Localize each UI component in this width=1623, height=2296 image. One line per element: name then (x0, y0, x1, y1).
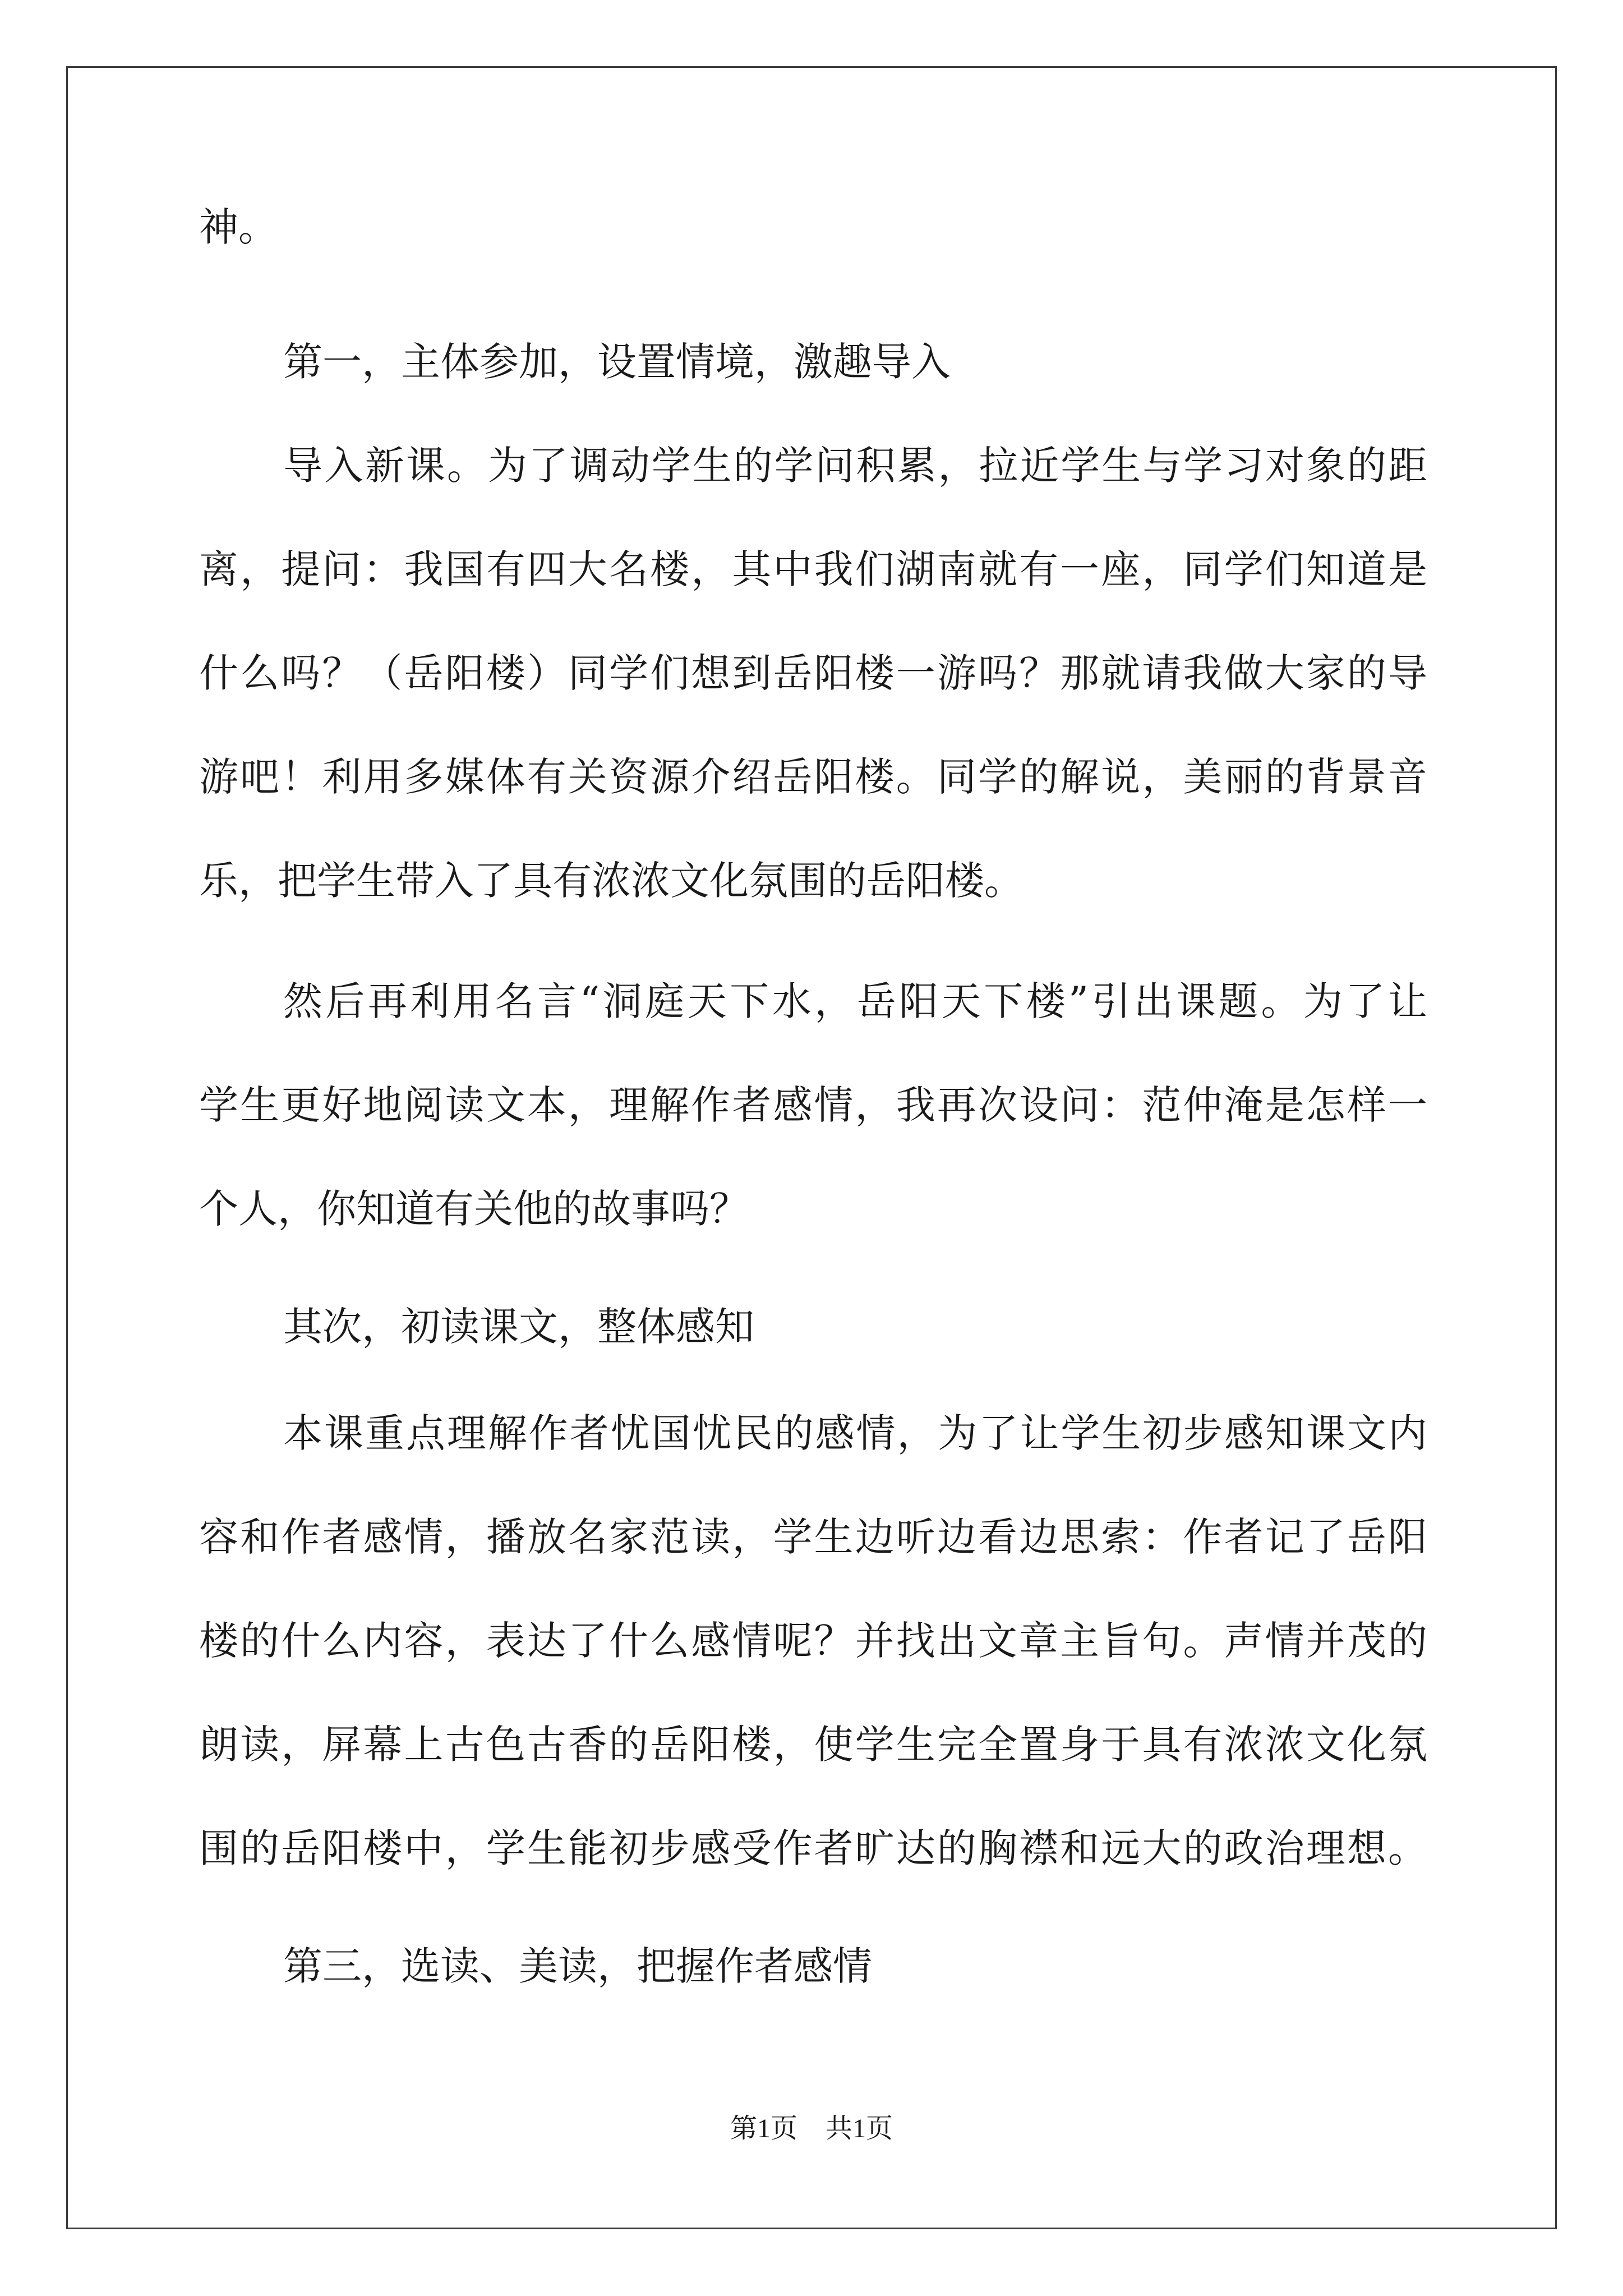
paragraph-line: 围的岳阳楼中，学生能初步感受作者旷达的胸襟和远大的政治理想。 (199, 1825, 1427, 1871)
paragraph-line: 容和作者感情，播放名家范读，学生边听边看边思索：作者记了岳阳 (199, 1514, 1427, 1560)
page-total: 共1页 (826, 2114, 893, 2143)
section-heading: 第三，选读、美读，把握作者感情 (283, 1943, 872, 1989)
paragraph-line: 神。 (199, 204, 278, 250)
page-footer (0, 2106, 1623, 2145)
paragraph-line: 离，提问：我国有四大名楼，其中我们湖南就有一座，同学们知道是 (199, 546, 1427, 592)
paragraph-line: 乐，把学生带入了具有浓浓文化氛围的岳阳楼。 (199, 858, 1023, 904)
paragraph-line: 本课重点理解作者忧国忧民的感情，为了让学生初步感知课文内 (283, 1410, 1427, 1456)
section-heading: 第一，主体参加，设置情境，激趣导入 (283, 339, 951, 385)
paragraph-line: 游吧！利用多媒体有关资源介绍岳阳楼。同学的解说，美丽的背景音 (199, 754, 1427, 800)
paragraph-line: 导入新课。为了调动学生的学问积累，拉近学生与学习对象的距 (283, 443, 1427, 489)
paragraph-line: 楼的什么内容，表达了什么感情呢？并找出文章主旨句。声情并茂的 (199, 1618, 1427, 1664)
paragraph-line: 学生更好地阅读文本，理解作者感情，我再次设问：范仲淹是怎样一 (199, 1082, 1427, 1128)
page-border (66, 66, 1557, 2229)
page-number: 第1页 (730, 2114, 797, 2143)
section-heading: 其次，初读课文，整体感知 (283, 1304, 754, 1350)
paragraph-line: 朗读，屏幕上古色古香的岳阳楼，使学生完全置身于具有浓浓文化氛 (199, 1722, 1427, 1768)
paragraph-line: 什么吗？（岳阳楼）同学们想到岳阳楼一游吗？那就请我做大家的导 (199, 650, 1427, 696)
paragraph-line: 个人，你知道有关他的故事吗？ (199, 1186, 749, 1232)
paragraph-line: 然后再利用名言“洞庭天下水，岳阳天下楼”引出课题。为了让 (283, 978, 1427, 1024)
